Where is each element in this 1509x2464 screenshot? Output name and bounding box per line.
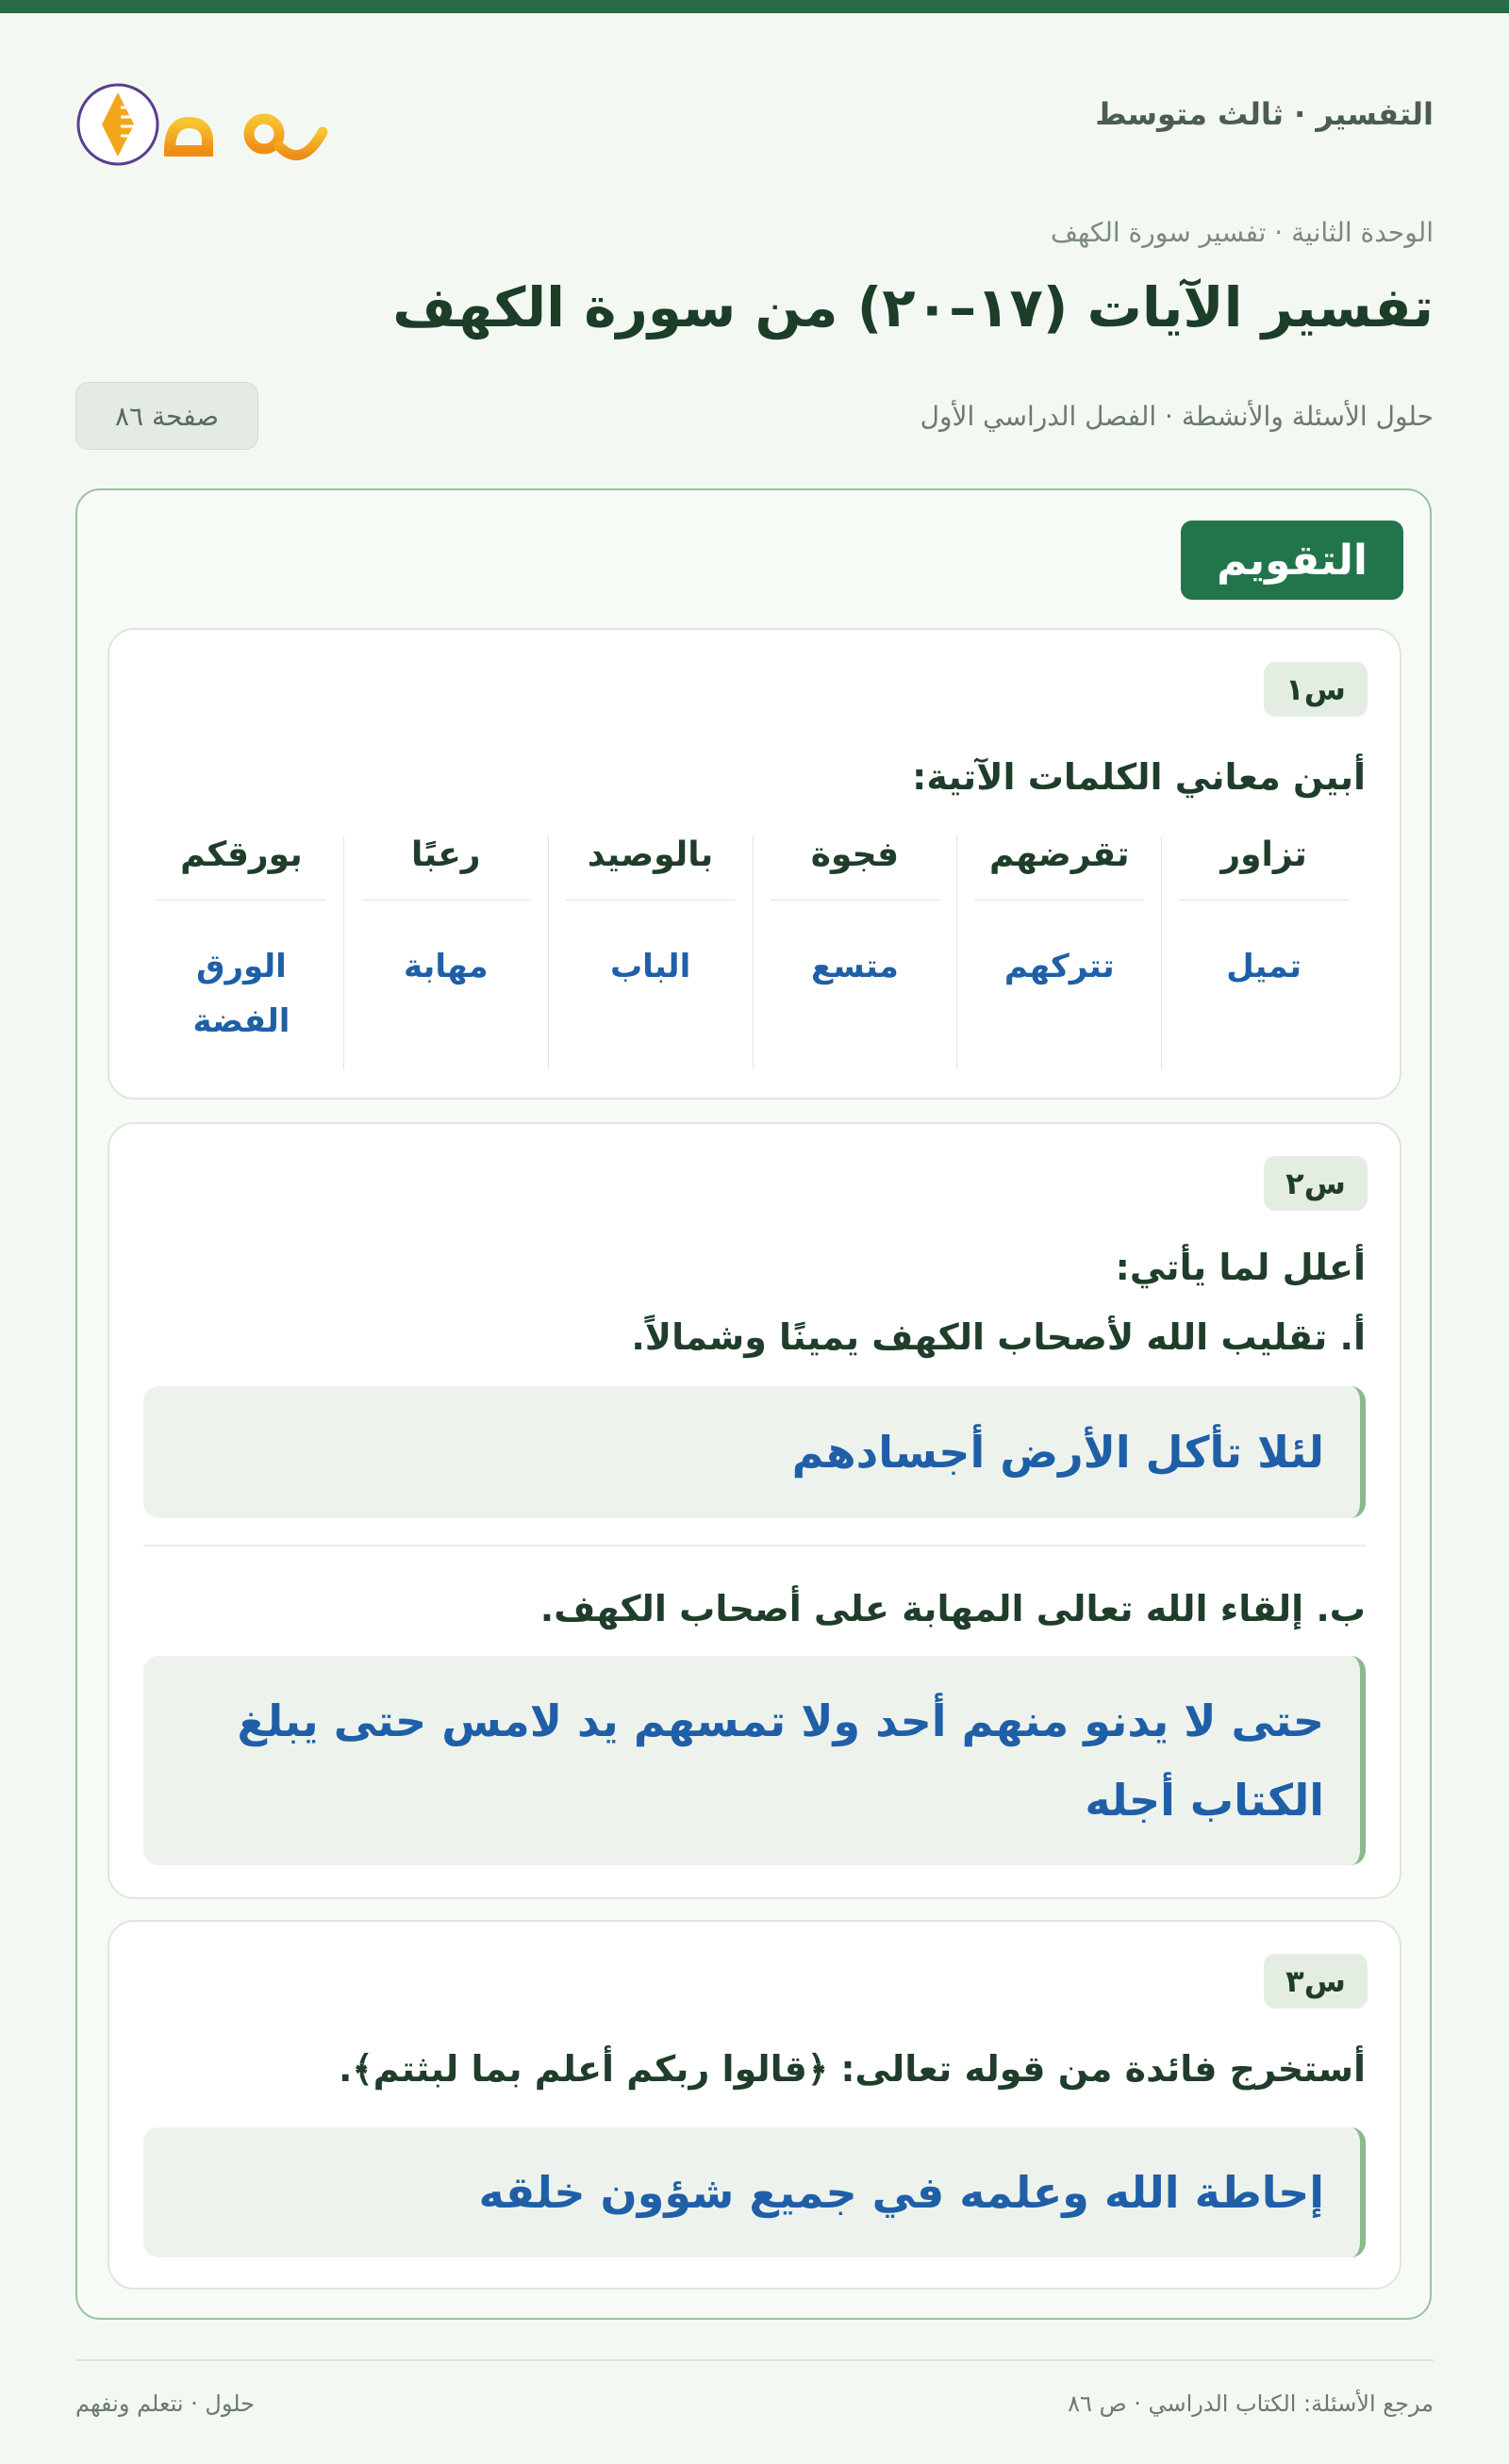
vocab-meaning: مهابة: [403, 948, 489, 985]
answer-box: حتى لا يدنو منهم أحد ولا تمسهم يد لامس حتى يبلغ الكتاب أجله: [143, 1656, 1366, 1865]
footer-tagline: حلول · نتعلم ونفهم: [75, 2390, 255, 2417]
question-number-badge: س٣: [1264, 1954, 1368, 2009]
question-card-1: [108, 628, 1401, 1100]
vocab-meaning: الورق الفضة: [192, 948, 290, 1040]
vocab-word: رعبًا: [411, 835, 481, 874]
answer-box: لئلا تأكل الأرض أجسادهم: [143, 1386, 1366, 1518]
vocab-divider: [361, 900, 531, 901]
vocab-divider: [566, 900, 736, 901]
vocab-divider: [771, 900, 940, 901]
vocab-divider: [157, 900, 326, 901]
lesson-subtitle: حلول الأسئلة والأنشطة · الفصل الدراسي الأول: [920, 401, 1434, 432]
vocab-divider: [1179, 900, 1349, 901]
page-header: [75, 66, 1434, 170]
question-card-3: [108, 1920, 1401, 2290]
page-number-badge: صفحة ٨٦: [75, 382, 258, 450]
vocab-word: فجوة: [810, 835, 900, 874]
question-number-badge: س١: [1264, 662, 1368, 717]
subject-breadcrumb: التفسير · ثالث متوسط: [1095, 96, 1434, 132]
question-prompt: أبين معاني الكلمات الآتية:: [912, 756, 1366, 798]
part-divider: [143, 1545, 1366, 1546]
question-part-b: ب. إلقاء الله تعالى المهابة على أصحاب الكهف.: [539, 1588, 1366, 1629]
vocab-meaning: تميل: [1226, 948, 1302, 985]
top-accent-bar: [0, 0, 1509, 13]
question-part-a: أ. تقليب الله لأصحاب الكهف يمينًا وشمالاً.: [631, 1316, 1366, 1358]
vocab-word: بالوصيد: [587, 835, 714, 874]
vocab-column: [957, 835, 1162, 1069]
vocab-meaning: الباب: [609, 948, 691, 985]
vocab-word: بورقكم: [180, 835, 303, 874]
vocab-column: [344, 835, 549, 1069]
question-number-badge: س٢: [1264, 1156, 1368, 1211]
question-prompt: أعلل لما يأتي:: [1115, 1247, 1366, 1288]
vocab-divider: [974, 900, 1144, 901]
vocab-column: [754, 835, 958, 1069]
vocab-column: [549, 835, 754, 1069]
question-card-2: [108, 1122, 1401, 1899]
footer-reference: مرجع الأسئلة: الكتاب الدراسي · ص ٨٦: [1068, 2390, 1434, 2417]
vocab-meaning: تتركهم: [1003, 948, 1115, 985]
answer-box: إحاطة الله وعلمه في جميع شؤون خلقه: [143, 2127, 1366, 2257]
hulool-logo[interactable]: [75, 66, 349, 170]
page-title: تفسير الآيات (١٧–٢٠) من سورة الكهف: [392, 275, 1434, 339]
unit-breadcrumb: الوحدة الثانية · تفسير سورة الكهف: [1050, 217, 1434, 248]
vocabulary-table: [140, 835, 1366, 1069]
question-prompt: أستخرج فائدة من قوله تعالى: ﴿قالوا ربكم أعلم بما لبثتم﴾.: [338, 2048, 1366, 2090]
vocab-column: [1162, 835, 1366, 1069]
vocab-meaning: متسع: [811, 948, 899, 985]
vocab-column: [140, 835, 344, 1069]
vocab-word: تزاور: [1220, 835, 1307, 874]
section-heading-button[interactable]: التقويم: [1181, 521, 1403, 600]
vocab-word: تقرضهم: [988, 835, 1130, 874]
footer-divider: [75, 2359, 1434, 2361]
